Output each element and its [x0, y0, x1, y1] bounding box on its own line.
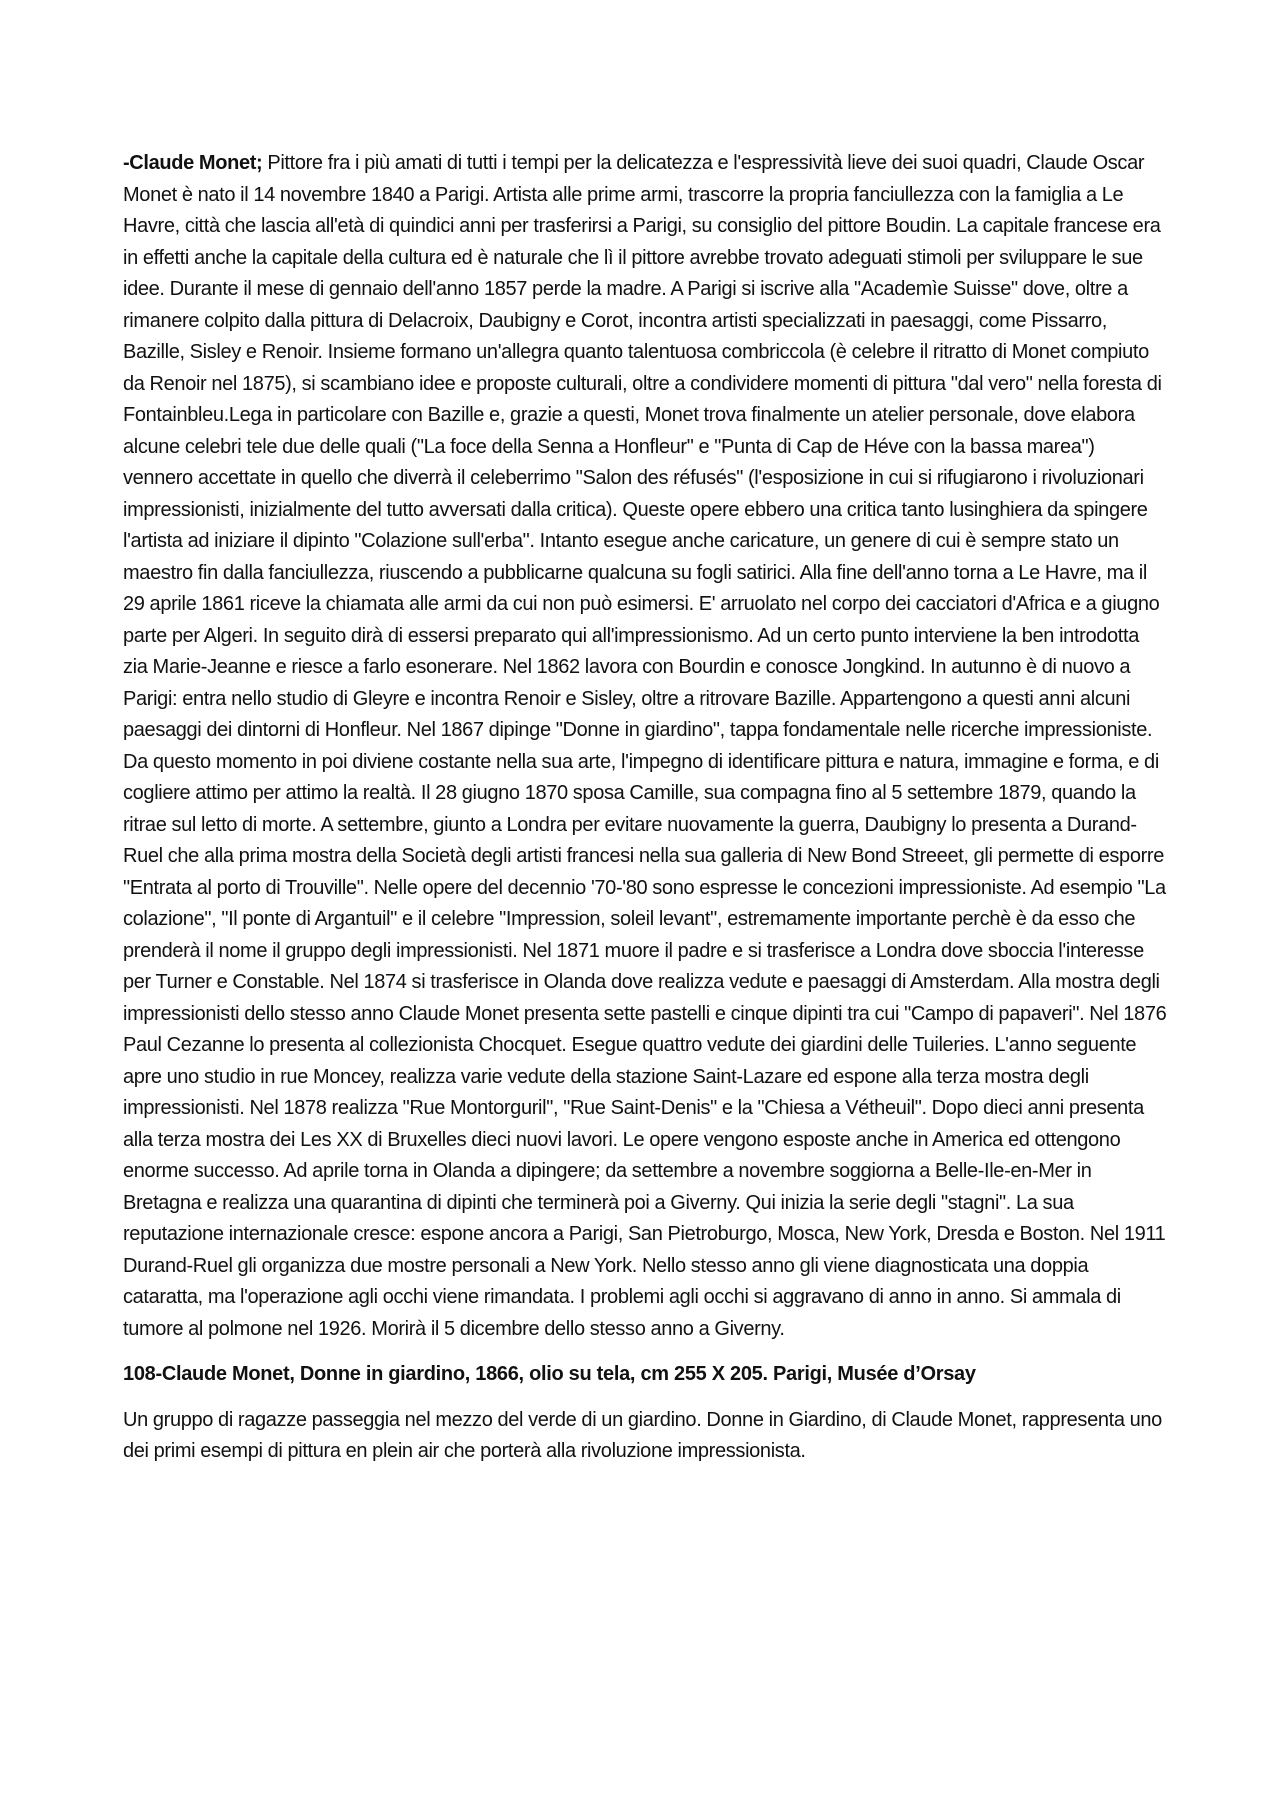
biography-lead: -Claude Monet; [123, 152, 263, 174]
biography-paragraph [123, 148, 1168, 1345]
artwork-description: Un gruppo di ragazze passeggia nel mezzo del verde di un giardino. Donne in Giardino, di Claude Monet, rappresenta uno dei primi esempi di pittura en plein air che porterà alla rivoluzione impressionista. [123, 1408, 1162, 1462]
artwork-heading: 108-Claude Monet, Donne in giardino, 1866, olio su tela, cm 255 X 205. Parigi, Musée d’Orsay [123, 1363, 976, 1385]
biography-text: Pittore fra i più amati di tutti i tempi per la delicatezza e l'espressività lieve dei suoi quadri, Claude Oscar Monet è nato il 14 novembre 1840 a Parigi. Artista alle prime armi, trascorre la propria fanciullezza con la famiglia a Le Havre, città che lascia all'età di quindici anni per trasferirsi a Parigi, su consiglio del pittore Boudin. La capitale francese era in effetti anche la capitale della cultura ed è naturale che lì il pittore avrebbe trovato adeguati stimoli per sviluppare le sue idee. Durante il mese di gennaio dell'anno 1857 perde la madre. A Parigi si iscrive alla "Academìe Suisse" dove, oltre a rimanere colpito dalla pittura di Delacroix, Daubigny e Corot, incontra artisti specializzati in paesaggi, come Pissarro, Bazille, Sisley e Renoir. Insieme formano un'allegra quanto talentuosa combriccola (è celebre il ritratto di Monet compiuto da Renoir nel 1875), si scambiano idee e proposte culturali, oltre a condividere momenti di pittura "dal vero" nella foresta di Fontainbleu.Lega in particolare con Bazille e, grazie a questi, Monet trova finalmente un atelier personale, dove elabora alcune celebri tele due delle quali ("La foce della Senna a Honfleur" e "Punta di Cap de Héve con la bassa marea") vennero accettate in quello che diverrà il celeberrimo "Salon des réfusés" (l'esposizione in cui si rifugiarono i rivoluzionari impressionisti, inizialmente del tutto avversati dalla critica). Queste opere ebbero una critica tanto lusinghiera da spingere l'artista ad iniziare il dipinto "Colazione sull'erba". Intanto esegue anche caricature, un genere di cui è sempre stato un maestro fin dalla fanciullezza, riuscendo a pubblicarne qualcuna su fogli satirici. Alla fine dell'anno torna a Le Havre, ma il 29 aprile 1861 riceve la chiamata alle armi da cui non può esimersi. E' arruolato nel corpo dei cacciatori d'Africa e a giugno parte per Algeri. In seguito dirà di essersi preparato qui all'impressionismo. Ad un certo punto interviene la ben introdotta zia Marie-Jeanne e riesce a farlo esonerare. Nel 1862 lavora con Bourdin e conosce Jongkind. In autunno è di nuovo a Parigi: entra nello studio di Gleyre e incontra Renoir e Sisley, oltre a ritrovare Bazille. Appartengono a questi anni alcuni paesaggi dei dintorni di Honfleur. Nel 1867 dipinge "Donne in giardino", tappa fondamentale nelle ricerche impressioniste. Da questo momento in poi diviene costante nella sua arte, l'impegno di identificare pittura e natura, immagine e forma, e di cogliere attimo per attimo la realtà. Il 28 giugno 1870 sposa Camille, sua compagna fino al 5 settembre 1879, quando la ritrae sul letto di morte. A settembre, giunto a Londra per evitare nuovamente la guerra, Daubigny lo presenta a Durand-Ruel che alla prima mostra della Società degli artisti francesi nella sua galleria di New Bond Streeet, gli permette di esporre "Entrata al porto di Trouville". Nelle opere del decennio '70-'80 sono espresse le concezioni impressioniste. Ad esempio "La colazione", "Il ponte di Argantuil" e il celebre "Impression, soleil levant", estremamente importante perchè è da esso che prenderà il nome il gruppo degli impressionisti. Nel 1871 muore il padre e si trasferisce a Londra dove sboccia l'interesse per Turner e Constable. Nel 1874 si trasferisce in Olanda dove realizza vedute e paesaggi di Amsterdam. Alla mostra degli impressionisti dello stesso anno Claude Monet presenta sette pastelli e cinque dipinti tra cui "Campo di papaveri". Nel 1876 Paul Cezanne lo presenta al collezionista Chocquet. Esegue quattro vedute dei giardini delle Tuileries. L'anno seguente apre uno studio in rue Moncey, realizza varie vedute della stazione Saint-Lazare ed espone alla terza mostra degli impressionisti. Nel 1878 realizza "Rue Montorguril", "Rue Saint-Denis" e la "Chiesa a Vétheuil". Dopo dieci anni presenta alla terza mostra dei Les XX di Bruxelles dieci nuovi lavori. Le opere vengono esposte anche in America ed ottengono enorme successo. Ad aprile torna in Olanda a dipingere; da settembre a novembre soggiorna a Belle-Ile-en-Mer in Bretagna e realizza una quarantina di dipinti che terminerà poi a Giverny. Qui inizia la serie degli "stagni". La sua reputazione internazionale cresce: espone ancora a Parigi, San Pietroburgo, Mosca, New York, Dresda e Boston. Nel 1911 Durand-Ruel gli organizza due mostre personali a New York. Nello stesso anno gli viene diagnosticata una doppia cataratta, ma l'operazione agli occhi viene rimandata. I problemi agli occhi si aggravano di anno in anno. Si ammala di tumore al polmone nel 1926. Morirà il 5 dicembre dello stesso anno a Giverny. [123, 152, 1167, 1340]
document-page [123, 148, 1168, 1482]
